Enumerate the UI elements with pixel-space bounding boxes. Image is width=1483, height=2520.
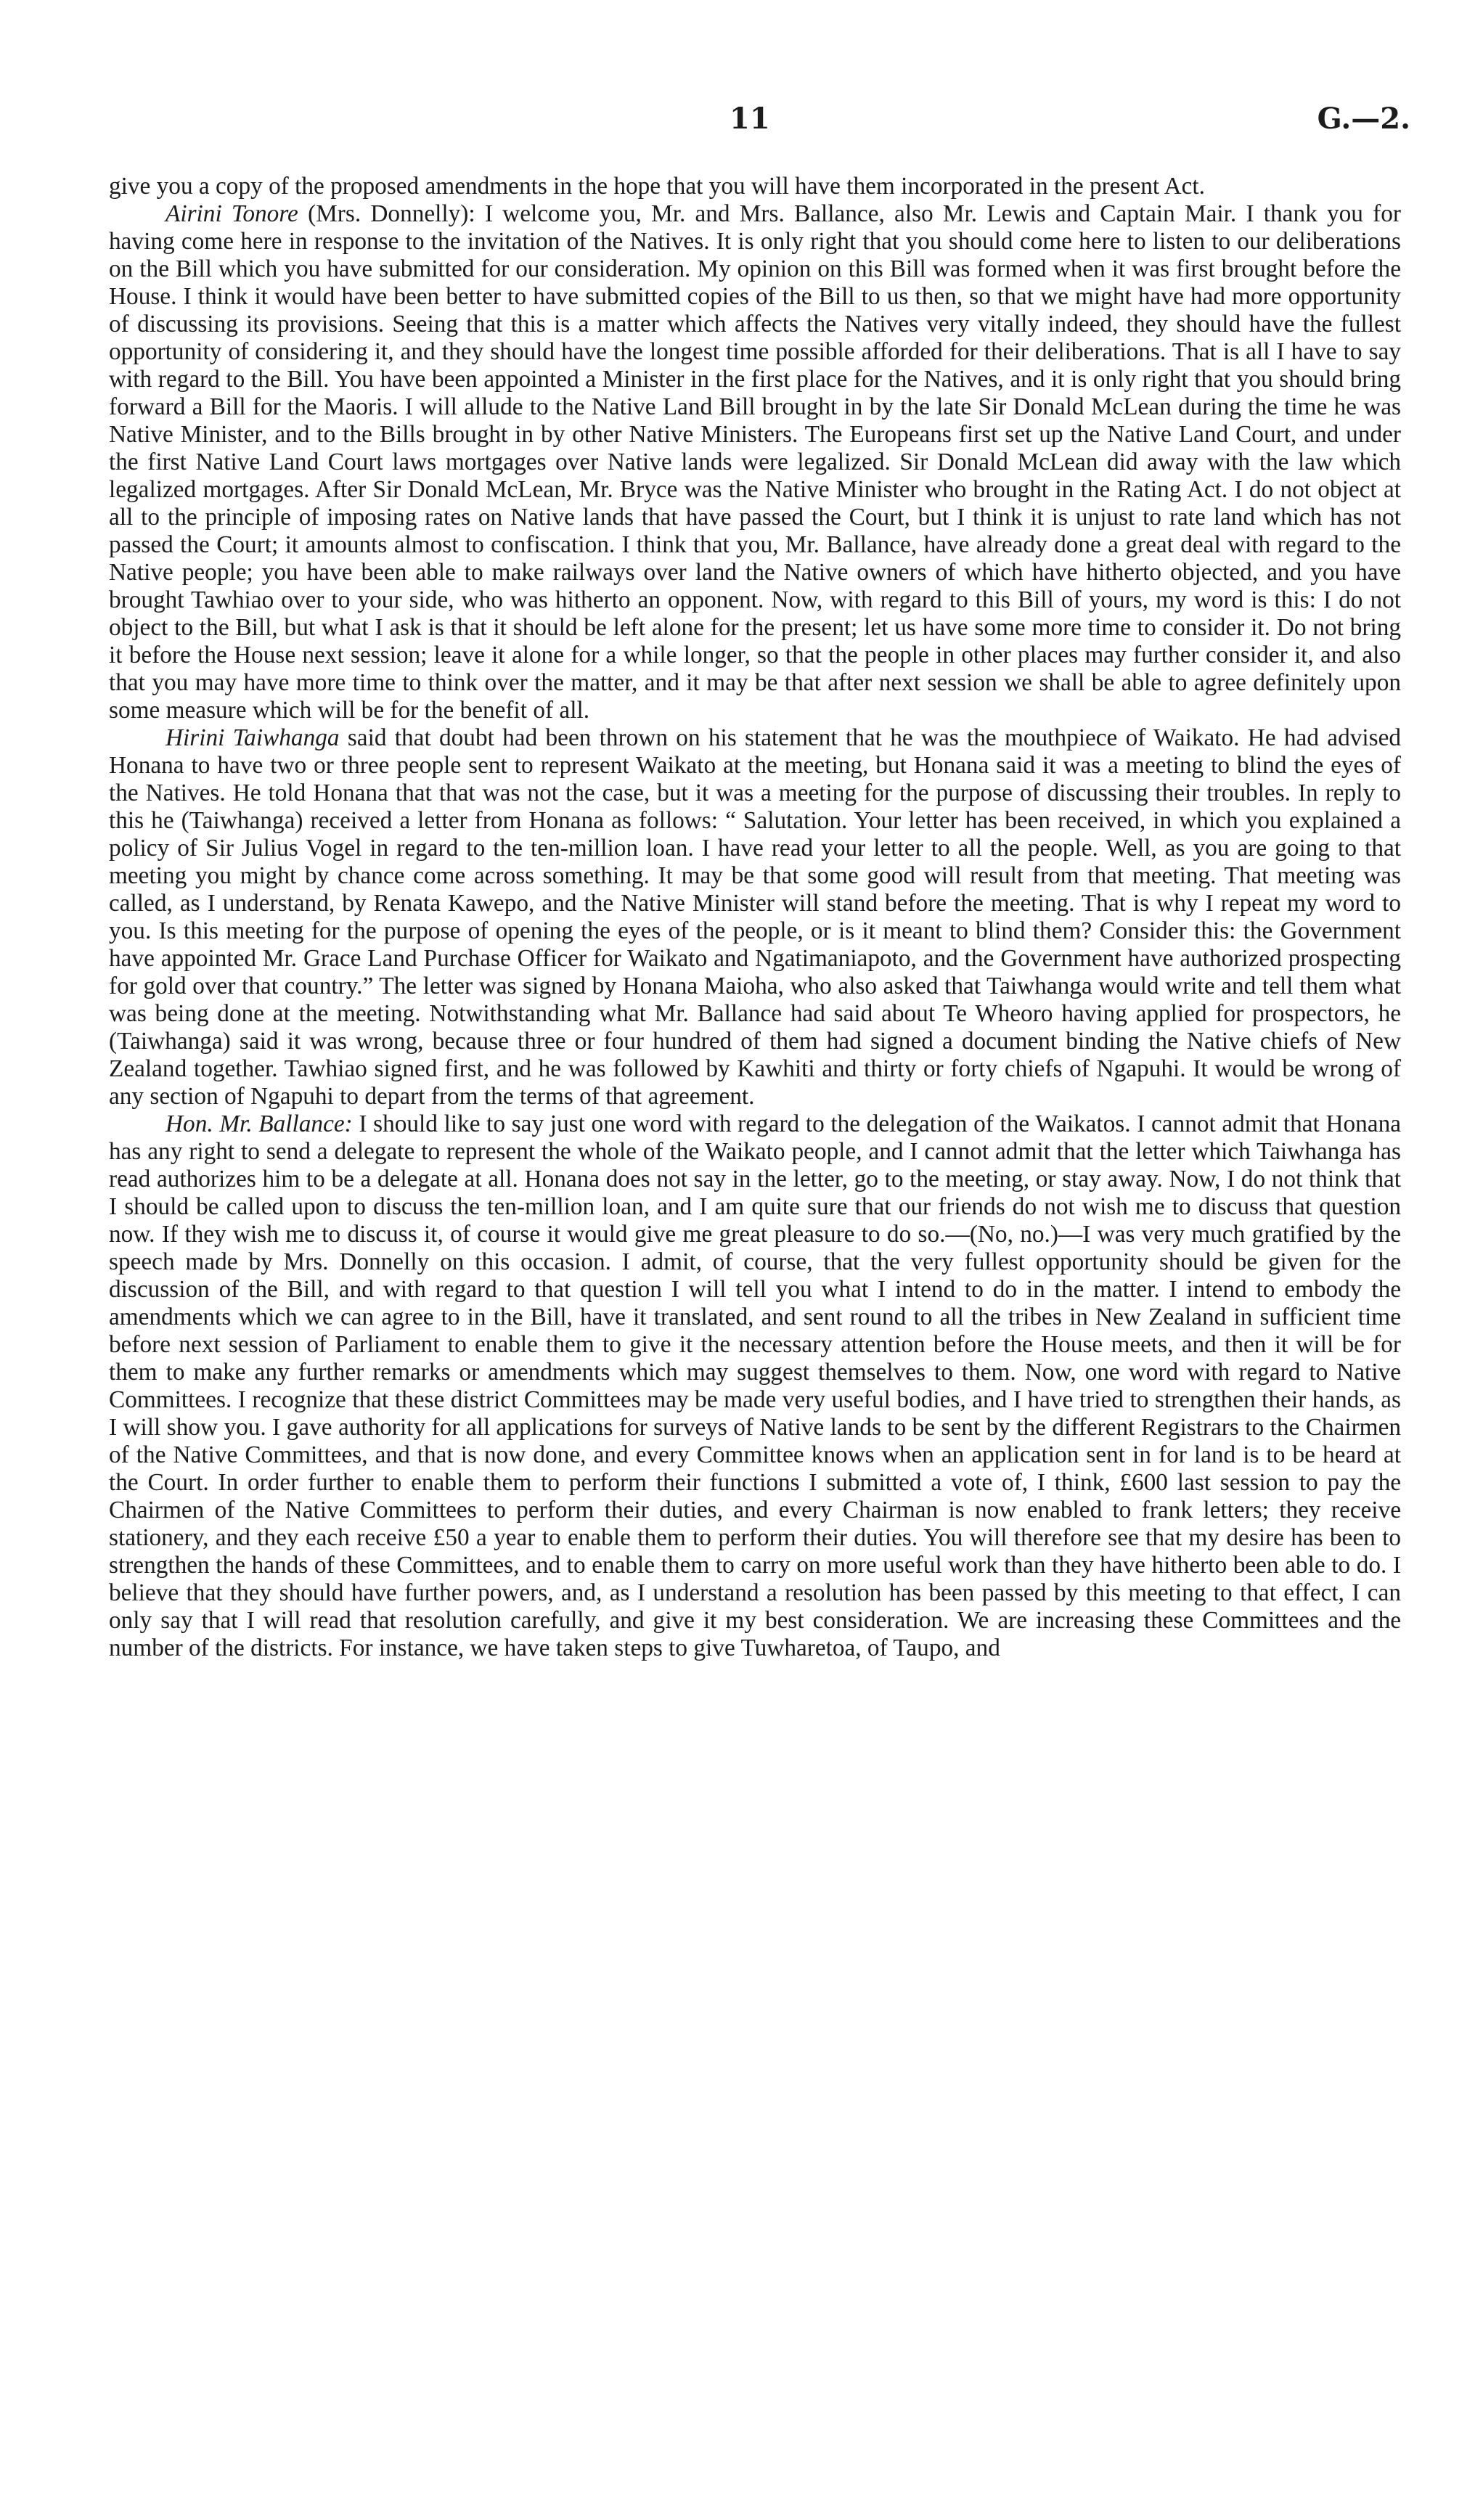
paragraph-text: (Mrs. Donnelly): I welcome you, Mr. and Mrs. Ballance, also Mr. Lewis and Captain Mair. I thank you for having come here in response to the invitation of the Natives. It is only right that you should come here to listen to our deliberations on the Bill which you have submitted for our consideration. My opinion on this Bill was formed when it was first brought before the House. I think it would have been better to have submitted copies of the Bill to us then, so that we might have had more opportunity of discussing its provisions. Seeing that this is a matter which affects the Natives very vitally indeed, they should have the fullest opportunity of considering it, and they should have the longest time possible afforded for their deliberations. That is all I have to say with regard to the Bill. You have been appointed a Minister in the first place for the Natives, and it is only right that you should bring forward a Bill for the Maoris. I will allude to the Native Land Bill brought in by the late Sir Donald McLean during the time he was Native Minister, and to the Bills brought in by other Native Ministers. The Europeans first set up the Native Land Court, and under the first Native Land Court laws mortgages over Native lands were legalized. Sir Donald McLean did away with the law which legalized mortgages. After Sir Donald McLean, Mr. Bryce was the Native Minister who brought in the Rating Act. I do not object at all to the principle of imposing rates on Native lands that have passed the Court, but I think it is unjust to rate land which has not passed the Court; it amounts almost to confiscation. I think that you, Mr. Ballance, have already done a great deal with regard to the Native people; you have been able to make railways over land the Native owners of which have hitherto objected, and you have brought Tawhiao over to your side, who was hitherto an opponent. Now, with regard to this Bill of yours, my word is this: I do not object to the Bill, but what I ask is that it should be left alone for the present; let us have some more time to consider it. Do not bring it before the House next session; leave it alone for a while longer, so that the people in other places may further consider it, and also that you may have more time to think over the matter, and it may be that after next session we shall be able to agree definitely upon some measure which will be for the benefit of all. — [109, 200, 1401, 724]
paragraph-continuation — [109, 173, 1401, 200]
paragraph-text: give you a copy of the proposed amendments in the hope that you will have them incorporated in the present Act. — [109, 173, 1205, 200]
paragraph-text: I should like to say just one word with regard to the delegation of the Waikatos. I cannot admit that Honana has any right to send a delegate to represent the whole of the Waikato people, and I cannot admit that the letter which Taiwhanga has read authorizes him to be a delegate at all. Honana does not say in the letter, go to the meeting, or stay away. Now, I do not think that I should be called upon to discuss the ten-million loan, and I am quite sure that our friends do not wish me to discuss that question now. If they wish me to discuss it, of course it would give me great pleasure to do so.—(No, no.)—I was very much gratified by the speech made by Mrs. Donnelly on this occasion. I admit, of course, that the very fullest opportunity should be given for the discussion of the Bill, and with regard to that question I will tell you what I intend to do in the matter. I intend to embody the amendments which we can agree to in the Bill, have it translated, and sent round to all the tribes in New Zealand in sufficient time before next session of Parliament to enable them to give it the necessary attention before the House meets, and then it will be for them to make any further remarks or amendments which may suggest themselves to them. Now, one word with regard to Native Committees. I recognize that these district Committees may be made very useful bodies, and I have tried to strengthen their hands, as I will show you. I gave authority for all applications for surveys of Native lands to be sent by the different Registrars to the Chairmen of the Native Committees, and that is now done, and every Committee knows when an application sent in for land is to be heard at the Court. In order further to enable them to perform their functions I submitted a vote of, I think, £600 last session to pay the Chairmen of the Native Committees to perform their duties, and every Chairman is now enabled to frank letters; they receive stationery, and they each receive £50 a year to enable them to perform their duties. You will therefore see that my desire has been to strengthen the hands of these Committees, and to enable them to carry on more useful work than they have hitherto been able to do. I believe that they should have further powers, and, as I understand a resolution has been passed by this meeting to that effect, I can only say that I will read that resolution carefully, and give it my best consideration. We are increasing these Committees and the number of the districts. For instance, we have taken steps to give Tuwharetoa, of Taupo, and — [109, 1110, 1401, 1661]
speaker-name: Hirini Taiwhanga — [166, 724, 340, 751]
paragraph-hirini-taiwhanga — [109, 724, 1401, 1110]
paragraph-text: said that doubt had been thrown on his statement that he was the mouthpiece of Waikato. He had advised Honana to have two or three people sent to represent Waikato at the meeting, but Honana said it was a meeting to blind the eyes of the Natives. He told Honana that that was not the case, but it was a meeting for the purpose of discussing their troubles. In reply to this he (Taiwhanga) received a letter from Honana as follows: “ Salutation. Your letter has been received, in which you explained a policy of Sir Julius Vogel in regard to the ten-million loan. I have read your letter to all the people. Well, as you are going to that meeting you might by chance come across something. It may be that some good will result from that meeting. That meeting was called, as I understand, by Renata Kawepo, and the Native Minister will stand before the meeting. That is why I repeat my word to you. Is this meeting for the purpose of opening the eyes of the people, or is it meant to blind them? Consider this: the Government have appointed Mr. Grace Land Purchase Officer for Waikato and Ngatimaniapoto, and the Government have authorized prospecting for gold over that country.” The letter was signed by Honana Maioha, who also asked that Taiwhanga would write and tell them what was being done at the meeting. Notwithstanding what Mr. Ballance had said about Te Wheoro having applied for prospectors, he (Taiwhanga) said it was wrong, because three or four hundred of them had signed a document binding the Native chiefs of New Zealand together. Tawhiao signed first, and he was followed by Kawhiti and thirty or forty chiefs of Ngapuhi. It would be wrong of any section of Ngapuhi to depart from the terms of that agreement. — [109, 724, 1402, 1110]
page-number: 11 — [730, 102, 770, 136]
speaker-name: Hon. Mr. Ballance: — [166, 1110, 353, 1137]
paragraph-airini-tonore — [109, 200, 1401, 724]
page-header — [0, 0, 1483, 160]
document-reference: G.—2. — [1317, 102, 1410, 136]
paragraph-hon-mr-ballance — [109, 1110, 1401, 1662]
speaker-name: Airini Tonore — [166, 200, 298, 227]
body-text — [109, 173, 1401, 1662]
